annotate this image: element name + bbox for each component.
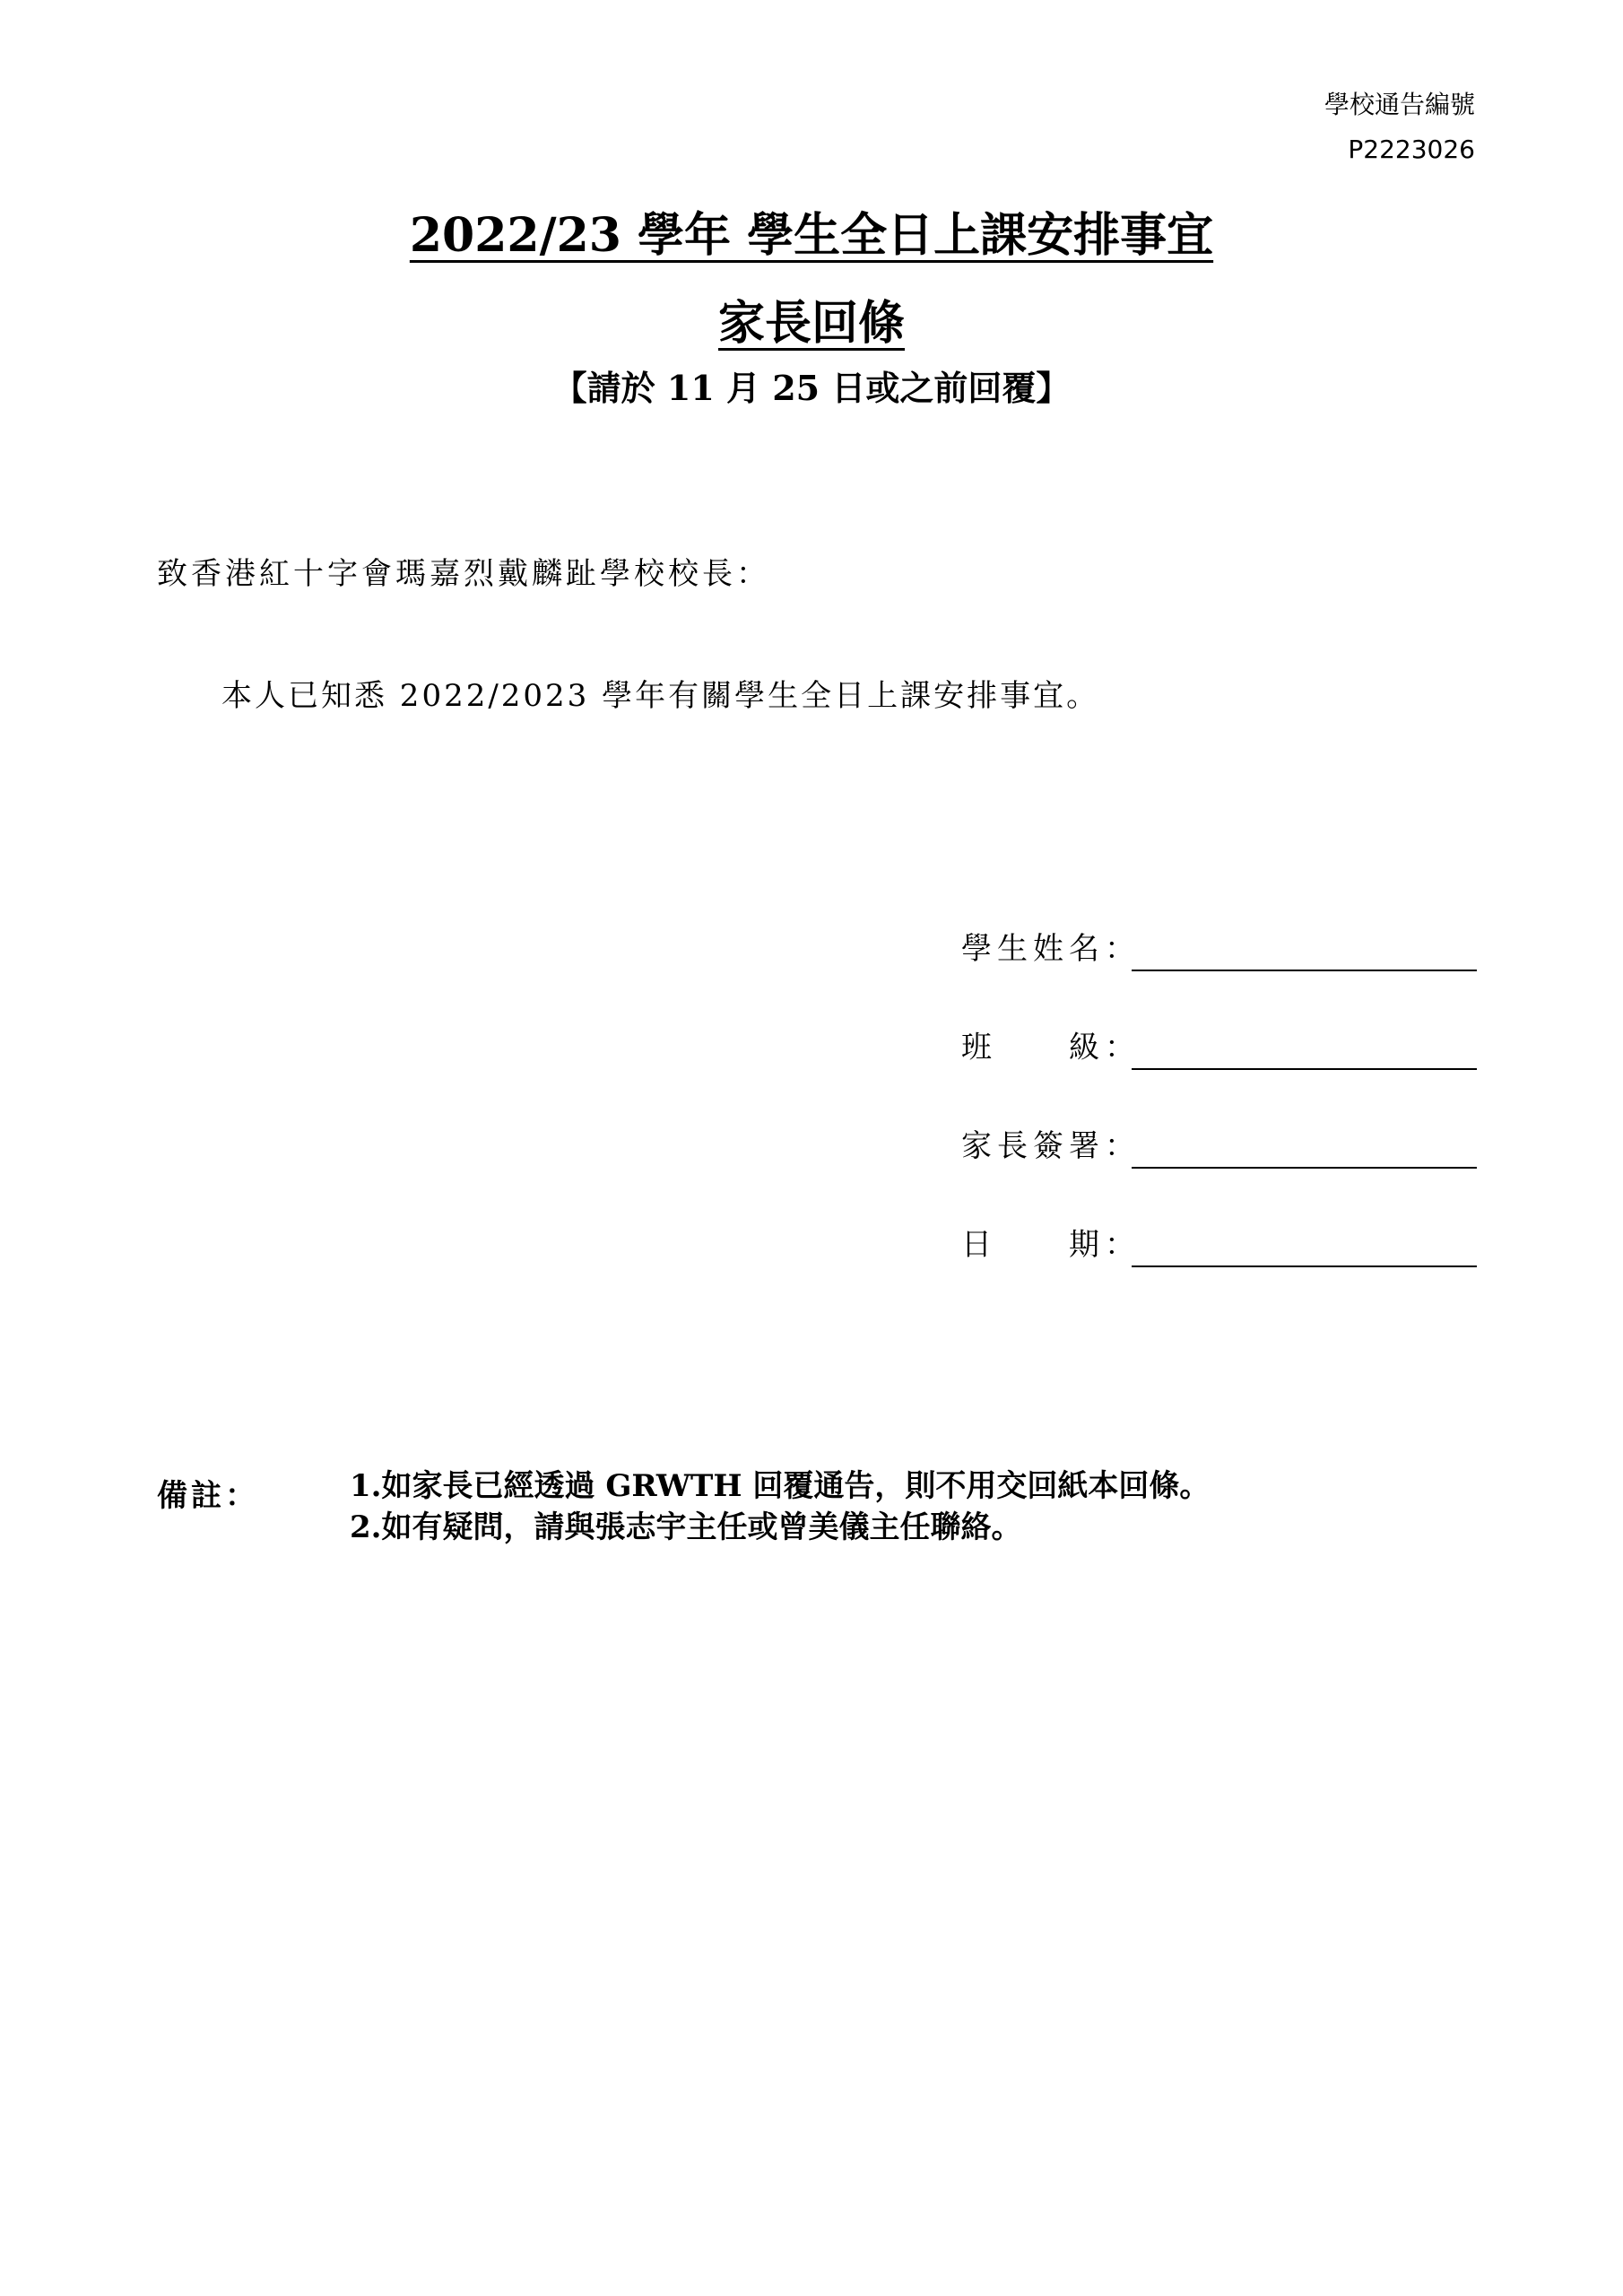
reply-slip-title-text: 家長回條	[717, 296, 905, 351]
notice-number-block	[1324, 83, 1475, 172]
field-colon: ：	[1105, 1128, 1135, 1164]
parent-signature-field	[961, 1072, 1477, 1170]
parent-signature-input-line[interactable]	[1132, 1131, 1477, 1169]
field-colon: ：	[1105, 1030, 1135, 1065]
notice-number: P2223026	[1348, 135, 1475, 164]
page-title	[0, 197, 1623, 265]
salutation: 致香港紅十字會瑪嘉烈戴麟趾學校校長：	[157, 556, 770, 592]
notice-number-label: 學校通告編號	[1324, 90, 1475, 119]
field-colon: ：	[1105, 1227, 1135, 1263]
reply-slip-title	[0, 285, 1623, 352]
remarks-label: 備註：	[157, 1478, 259, 1514]
reply-deadline: 【請於 11 月 25 日或之前回覆】	[552, 368, 1071, 408]
date-input-line[interactable]	[1132, 1230, 1477, 1267]
student-name-field	[961, 874, 1477, 973]
student-name-input-line[interactable]	[1132, 934, 1477, 971]
remark-item: 2.如有疑問，請與張志宇主任或曾美儀主任聯絡。	[350, 1509, 1022, 1545]
field-label: 班級	[961, 1030, 1105, 1065]
remark-item: 1.如家長已經透過 GRWTH 回覆通告，則不用交回紙本回條。	[350, 1468, 1211, 1504]
class-input-line[interactable]	[1132, 1032, 1477, 1070]
acknowledgement-text: 本人已知悉 2022/2023 學年有關學生全日上課安排事宜。	[221, 678, 1100, 714]
class-field	[961, 973, 1477, 1072]
signature-fields	[961, 874, 1477, 1269]
field-label: 學生姓名	[961, 931, 1105, 967]
field-label: 日期	[961, 1227, 1105, 1263]
field-label: 家長簽署	[961, 1128, 1105, 1164]
date-field	[961, 1170, 1477, 1269]
field-colon: ：	[1105, 931, 1135, 967]
page-title-text: 2022/23 學年 學生全日上課安排事宜	[409, 208, 1214, 263]
remarks-list	[350, 1468, 1211, 1553]
